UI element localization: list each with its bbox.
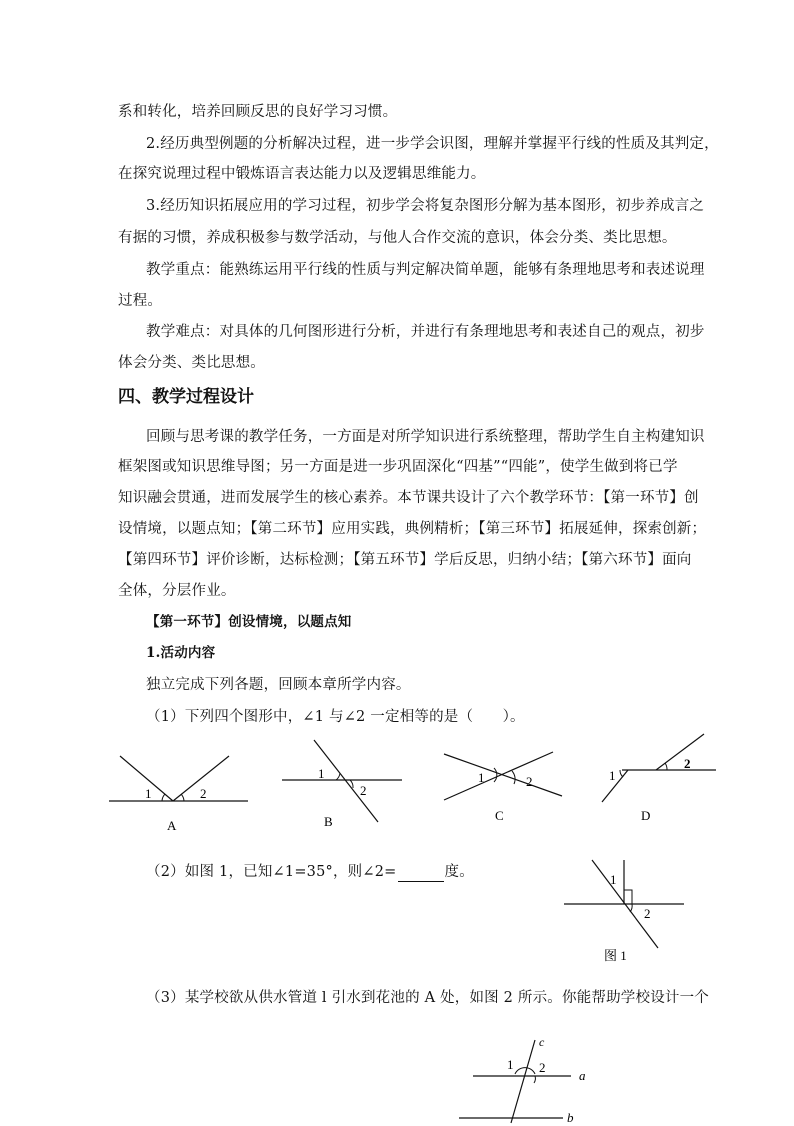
- option-c-label: C: [495, 808, 504, 823]
- angle-2-label: 2: [360, 783, 367, 798]
- option-b-label: B: [324, 814, 333, 829]
- paragraph-line: 知识融会贯通，进而发展学生的核心素养。本节课共设计了六个教学环节：【第一环节】创: [118, 490, 699, 506]
- teaching-focus: 教学重点：能熟练运用平行线的性质与判定解决简单题，能够有条理地思考和表述说理: [146, 262, 705, 278]
- line-a-label: a: [579, 1068, 586, 1083]
- paragraph-line: 全体，分层作业。: [118, 583, 236, 599]
- option-a-label: A: [167, 818, 177, 833]
- figure-1-caption: 图 1: [604, 948, 627, 963]
- angle-1-label: 1: [145, 786, 152, 801]
- angle-2-label: 2: [644, 906, 651, 921]
- angle-1-label: 1: [478, 770, 485, 785]
- figure-1: [560, 858, 690, 968]
- paragraph-line: 过程。: [118, 293, 163, 309]
- figure-option-a: [105, 748, 255, 848]
- stage-title: 【第一环节】创设情境，以题点知: [146, 614, 352, 630]
- angle-2-label: 2: [200, 786, 207, 801]
- question-3: （3）某学校欲从供水管道 l 引水到花池的 A 处，如图 2 所示。你能帮助学校设计一个: [146, 990, 710, 1006]
- line-c-label: c: [539, 1035, 545, 1049]
- paragraph-line: 框架图或知识思维导图；另一方面是进一步巩固深化“四基”“四能”，使学生做到将已学: [118, 459, 678, 475]
- angle-2-label: 2: [526, 774, 533, 789]
- figure-option-c: [438, 748, 588, 838]
- section-heading: 四、教学过程设计: [118, 387, 254, 407]
- paragraph-line: 在探究说理过程中锻炼语言表达能力以及逻辑思维能力。: [118, 166, 486, 182]
- answer-blank: [398, 867, 444, 882]
- paragraph-line: 体会分类、类比思想。: [118, 355, 265, 371]
- activity-description: 独立完成下列各题，回顾本章所学内容。: [146, 677, 411, 693]
- paragraph-line: 3.经历知识拓展应用的学习过程，初步学会将复杂图形分解为基本图形，初步养成言之: [146, 198, 705, 214]
- paragraph-line: 设情境，以题点知；【第二环节】应用实践，典例精析；【第三环节】拓展延伸，探索创新；: [118, 521, 707, 537]
- line-b-label: b: [567, 1110, 574, 1125]
- angle-1-label: 1: [610, 872, 617, 887]
- paragraph-line: 有据的习惯，养成积极参与数学活动，与他人合作交流的意识，体会分类、类比思想。: [118, 230, 677, 246]
- figure-option-d: [598, 732, 738, 822]
- paragraph-line: 系和转化，培养回顾反思的良好学习习惯。: [118, 104, 398, 120]
- angle-2-label: 2: [684, 756, 691, 771]
- figure-2: [455, 1036, 595, 1126]
- angle-1-label: 1: [318, 766, 325, 781]
- activity-title: 1.活动内容: [146, 645, 216, 661]
- paragraph-line: 2.经历典型例题的分析解决过程，进一步学会识图，理解并掌握平行线的性质及其判定，: [146, 136, 719, 152]
- figure-option-b: [278, 738, 418, 828]
- angle-1-label: 1: [609, 768, 616, 783]
- paragraph-line: 回顾与思考课的教学任务，一方面是对所学知识进行系统整理，帮助学生自主构建知识: [146, 429, 705, 445]
- option-d-label: D: [641, 808, 651, 823]
- angle-2-label: 2: [539, 1060, 546, 1075]
- question-1: （1）下列四个图形中，∠1 与∠2 一定相等的是（ ）。: [146, 709, 525, 725]
- paragraph-line: 【第四环节】评价诊断，达标检测；【第五环节】学后反思，归纳小结；【第六环节】面向: [118, 552, 692, 568]
- question-2-suffix: 度。: [444, 864, 474, 880]
- question-2-text: （2）如图 1，已知∠1=35°，则∠2=: [146, 864, 397, 880]
- teaching-difficulty: 教学难点：对具体的几何图形进行分析，并进行有条理地思考和表述自己的观点，初步: [146, 324, 705, 340]
- angle-1-label: 1: [507, 1057, 514, 1072]
- question-2: [146, 862, 474, 882]
